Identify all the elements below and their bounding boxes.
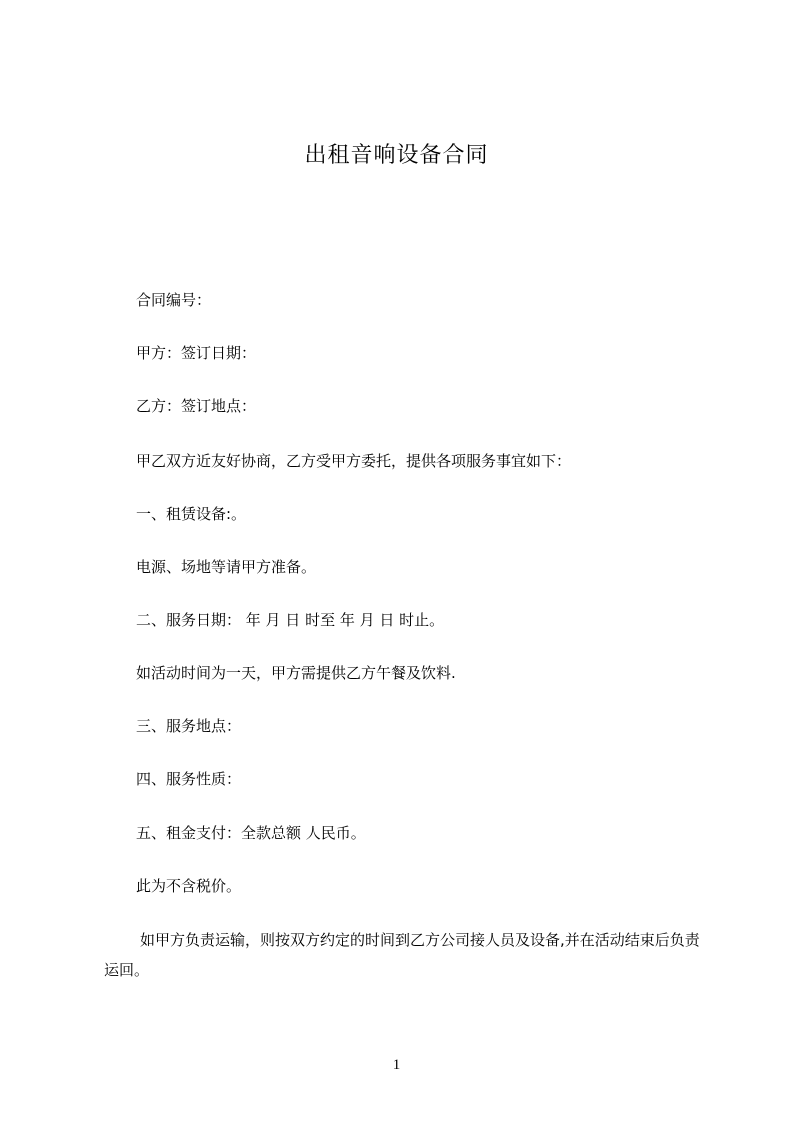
clause-service-location: 三、服务地点： xyxy=(136,717,242,735)
clause-service-nature: 四、服务性质： xyxy=(136,770,242,788)
clause-rental-equipment: 一、租赁设备:。 xyxy=(136,505,247,523)
party-b-line: 乙方：签订地点： xyxy=(136,397,257,415)
page-number: 1 xyxy=(392,1057,401,1073)
power-venue-line: 电源、场地等请甲方准备。 xyxy=(136,558,317,576)
clause-rent-payment: 五、租金支付：全款总额 人民币。 xyxy=(136,824,366,842)
document-title: 出租音响设备合同 xyxy=(304,143,489,168)
contract-number-line: 合同编号： xyxy=(136,291,212,309)
meal-provision-line: 如活动时间为一天，甲方需提供乙方午餐及饮料. xyxy=(136,664,456,682)
intro-paragraph: 甲乙双方近友好协商，乙方受甲方委托，提供各项服务事宜如下： xyxy=(136,452,572,470)
transport-paragraph: 如甲方负责运输，则按双方约定的时间到乙方公司接人员及设备,并在活动结束后负责运回。 xyxy=(104,931,700,979)
tax-note-line: 此为不含税价。 xyxy=(136,877,242,895)
party-a-line: 甲方：签订日期： xyxy=(136,344,257,362)
clause-service-date: 二、服务日期： 年 月 日 时至 年 月 日 时止。 xyxy=(136,611,445,629)
